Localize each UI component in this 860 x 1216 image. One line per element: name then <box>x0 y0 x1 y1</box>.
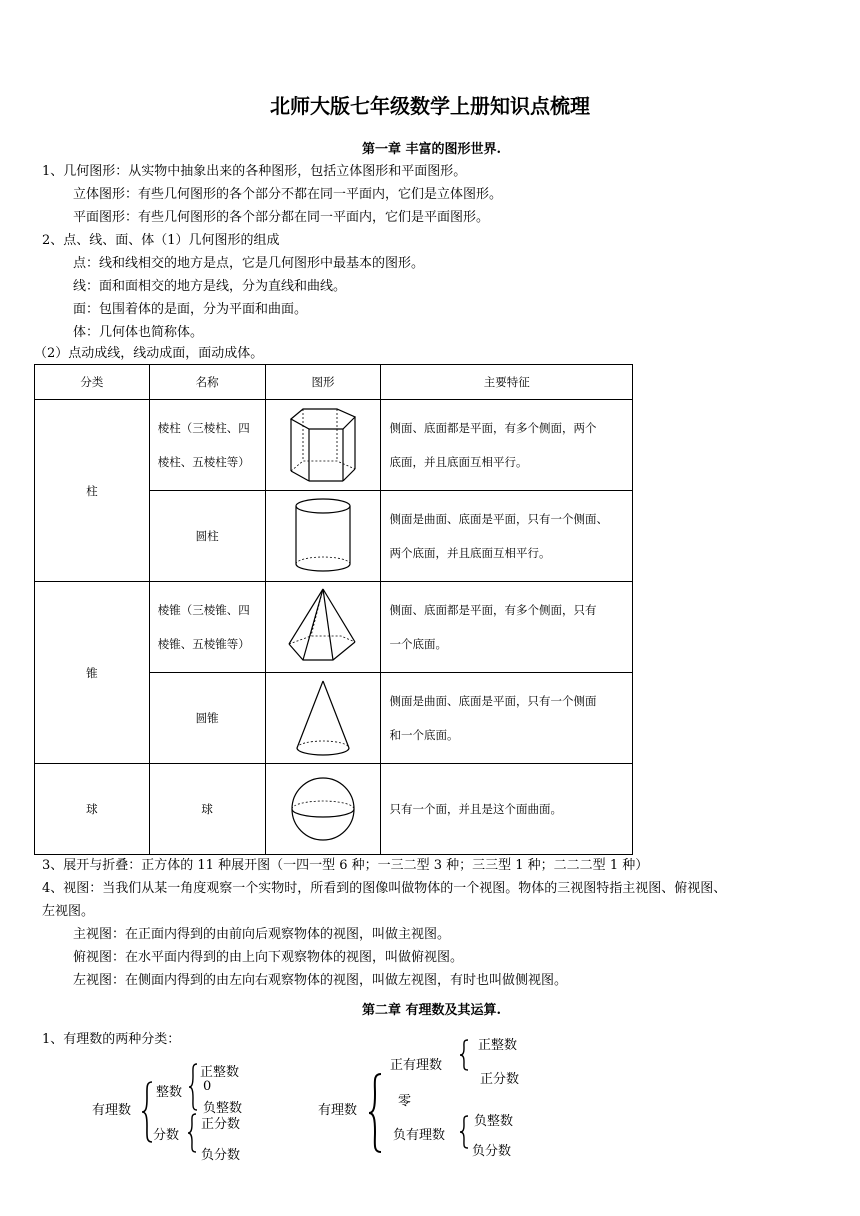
ch1-line-5: 点：线和线相交的地方是点，它是几何图形中最基本的图形。 <box>73 256 425 271</box>
header-category: 分类 <box>35 365 150 400</box>
tree2-positive: 正有理数 <box>390 1058 443 1073</box>
ch1-line-2: 立体图形：有些几何图形的各个部分不都在同一平面内，它们是立体图形。 <box>73 187 503 202</box>
name-prism: 棱柱（三棱柱、四 棱柱、五棱柱等） <box>149 400 265 491</box>
brace-icon <box>140 1080 154 1144</box>
header-name: 名称 <box>149 365 265 400</box>
ch1-after-4: 主视图：在正面内得到的由前向后观察物体的视图，叫做主视图。 <box>73 927 451 942</box>
brace-icon <box>458 1038 470 1072</box>
category-sphere: 球 <box>35 764 150 855</box>
tree2-neg-int: 负整数 <box>474 1114 514 1129</box>
name-pyramid: 棱锥（三棱锥、四 棱锥、五棱锥等） <box>149 582 265 673</box>
category-prism: 柱 <box>35 400 150 582</box>
tree1-neg-frac: 负分数 <box>201 1148 241 1163</box>
chapter1-heading: 第一章 丰富的图形世界. <box>362 142 502 157</box>
ch1-after-1: 3、展开与折叠：正方体的 11 种展开图（一四一型 6 种；一三二型 3 种；三三型 1 种；二二二型 1 种） <box>42 858 649 873</box>
brace-icon <box>366 1072 384 1154</box>
ch1-after-2: 4、视图：当我们从某一角度观察一个实物时，所看到的图像叫做物体的一个视图。物体的三视图特指主视图、俯视图、 <box>42 881 727 896</box>
ch1-line-3: 平面图形：有些几何图形的各个部分都在同一平面内，它们是平面图形。 <box>73 210 490 225</box>
name-cylinder: 圆柱 <box>149 491 265 582</box>
brace-icon <box>186 1112 198 1154</box>
ch1-line-9: （2）点动成线，线动成面，面动成体。 <box>34 346 264 361</box>
ch1-line-8: 体：几何体也简称体。 <box>73 325 204 340</box>
feature-cone: 侧面是曲面、底面是平面，只有一个侧面 和一个底面。 <box>381 673 633 764</box>
tree2-zero: 零 <box>398 1094 412 1109</box>
pyramid-icon <box>285 586 361 668</box>
figure-prism <box>265 400 381 491</box>
ch1-line-4: 2、点、线、面、体（1）几何图形的组成 <box>42 233 280 248</box>
name-sphere: 球 <box>149 764 265 855</box>
brace-icon <box>458 1114 470 1150</box>
ch1-line-7: 面：包围着体的是面，分为平面和曲面。 <box>73 302 308 317</box>
tree1-pos-frac: 正分数 <box>201 1117 241 1132</box>
name-cone: 圆锥 <box>149 673 265 764</box>
tree1-integer: 整数 <box>156 1085 183 1100</box>
cylinder-icon <box>292 496 354 576</box>
page-title: 北师大版七年级数学上册知识点梳理 <box>270 94 590 118</box>
figure-cone <box>265 673 381 764</box>
cone-icon <box>293 678 353 758</box>
feature-cylinder: 侧面是曲面、底面是平面，只有一个侧面、 两个底面，并且底面互相平行。 <box>381 491 633 582</box>
feature-pyramid: 侧面、底面都是平面，有多个侧面，只有 一个底面。 <box>381 582 633 673</box>
prism-icon <box>285 405 361 485</box>
tree1-zero: 0 <box>203 1079 212 1094</box>
figure-cylinder <box>265 491 381 582</box>
chapter2-heading: 第二章 有理数及其运算. <box>362 1003 502 1018</box>
solid-shapes-table <box>34 364 633 855</box>
tree2-neg-frac: 负分数 <box>472 1144 512 1159</box>
tree1-pos-int: 正整数 <box>200 1065 240 1080</box>
ch1-after-3: 左视图。 <box>42 904 95 919</box>
header-feature: 主要特征 <box>381 365 633 400</box>
tree1-root: 有理数 <box>92 1103 132 1118</box>
feature-sphere: 只有一个面，并且是这个面曲面。 <box>381 764 633 855</box>
figure-pyramid <box>265 582 381 673</box>
tree1-fraction: 分数 <box>153 1128 180 1143</box>
tree1-neg-int: 负整数 <box>203 1101 243 1116</box>
tree2-negative: 负有理数 <box>393 1128 446 1143</box>
ch1-line-1: 1、几何图形：从实物中抽象出来的各种图形，包括立体图形和平面图形。 <box>42 164 467 179</box>
ch1-after-5: 俯视图：在水平面内得到的由上向下观察物体的视图，叫做俯视图。 <box>73 950 464 965</box>
category-cone: 锥 <box>35 582 150 764</box>
tree2-pos-frac: 正分数 <box>480 1072 520 1087</box>
ch2-intro: 1、有理数的两种分类： <box>42 1032 181 1047</box>
ch1-after-6: 左视图：在侧面内得到的由左向右观察物体的视图，叫做左视图，有时也叫做侧视图。 <box>73 973 568 988</box>
tree2-root: 有理数 <box>318 1103 358 1118</box>
feature-prism: 侧面、底面都是平面，有多个侧面，两个 底面，并且底面互相平行。 <box>381 400 633 491</box>
sphere-icon <box>289 775 357 843</box>
header-figure: 图形 <box>265 365 381 400</box>
brace-icon <box>187 1062 199 1112</box>
figure-sphere <box>265 764 381 855</box>
tree2-pos-int: 正整数 <box>478 1038 518 1053</box>
ch1-line-6: 线：面和面相交的地方是线，分为直线和曲线。 <box>73 279 347 294</box>
